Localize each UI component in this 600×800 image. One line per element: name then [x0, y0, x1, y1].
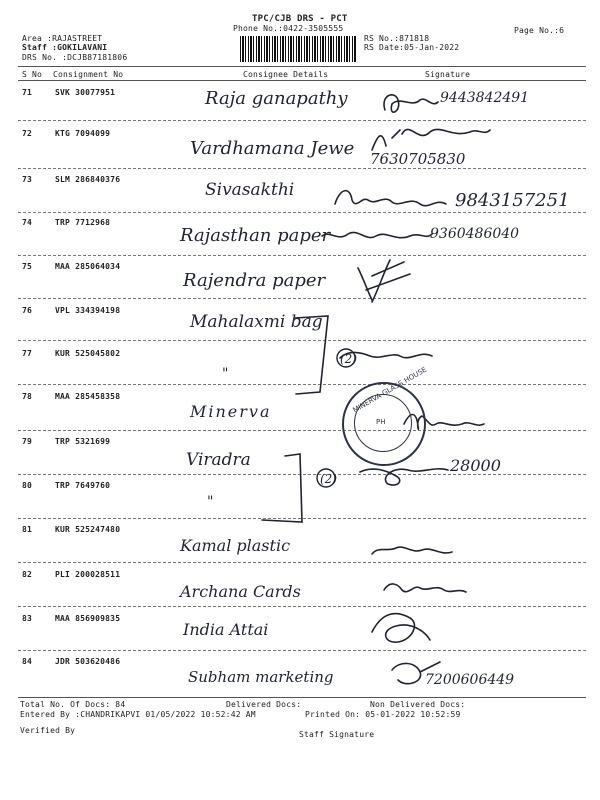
circle-mark-80 — [317, 469, 335, 487]
row-consignment: VPL 334394198 — [55, 306, 121, 315]
total-docs: Total No. Of Docs: 84 — [20, 700, 126, 709]
col-consignee: Consignee Details — [243, 70, 329, 79]
delivered-docs: Delivered Docs: — [226, 700, 302, 709]
row-consignee: Rajasthan paper — [180, 225, 331, 246]
row-phone-note: 9443842491 — [440, 90, 530, 106]
row-consignment: TRP 7649760 — [55, 481, 111, 490]
row-consignee: Viradra — [186, 450, 251, 470]
row-consignment: SVK 30077951 — [55, 88, 116, 97]
signature-row-73 — [335, 191, 446, 206]
row-note: (2) — [320, 472, 337, 486]
row-consignee: " — [207, 494, 214, 510]
row-consignment: MAA 285064034 — [55, 262, 121, 271]
drs-number: DRS No. :DCJB87181806 — [22, 53, 128, 62]
signature-row-82 — [384, 584, 466, 592]
page-number: Page No.:6 — [514, 26, 565, 35]
row-sno: 82 — [22, 570, 33, 579]
signature-row-72 — [372, 129, 490, 150]
signature-row-83 — [372, 614, 430, 643]
row-consignee: Subham marketing — [188, 668, 334, 686]
row-consignee: Kamal plastic — [180, 536, 291, 555]
signature-row-74 — [322, 232, 432, 237]
row-sno: 83 — [22, 614, 33, 623]
row-sno: 84 — [22, 657, 33, 666]
printed-on: Printed On: 05-01-2022 10:52:59 — [305, 710, 461, 719]
rs-date: RS Date:05-Jan-2022 — [364, 43, 460, 52]
row-consignee: Minerva — [190, 402, 272, 421]
entered-by: Entered By :CHANDRIKAPVI 01/05/2022 10:52:42 AM — [20, 710, 256, 719]
stamp-center: PH — [376, 418, 386, 426]
row-sno: 71 — [22, 88, 33, 97]
row-consignee: Rajendra paper — [183, 270, 326, 291]
non-delivered-docs: Non Delivered Docs: — [370, 700, 466, 709]
phone-number: Phone No.:0422-3505555 — [233, 24, 344, 33]
col-signature: Signature — [425, 70, 471, 79]
row-consignee: Raja ganapathy — [205, 88, 348, 109]
row-sno: 80 — [22, 481, 33, 490]
stamp-text: MINERVA GLASS HOUSE — [351, 365, 429, 415]
row-consignee: " — [222, 366, 229, 382]
row-sno: 73 — [22, 175, 33, 184]
row-sno: 74 — [22, 218, 33, 227]
staff-field: Staff :GOKILAVANI — [22, 43, 108, 52]
row-sno: 77 — [22, 349, 33, 358]
area-field: Area :RAJASTREET — [22, 34, 103, 43]
signature-row-75 — [358, 260, 410, 302]
footer-rule — [18, 697, 586, 698]
row-note: (2) — [340, 352, 357, 366]
row-consignment: KTG 7094099 — [55, 129, 111, 138]
row-consignee: Vardhamana Jewe — [190, 138, 355, 159]
signature-row-71 — [384, 95, 438, 112]
company-stamp — [342, 365, 429, 466]
col-consignment: Consignment No — [53, 70, 124, 79]
row-sno: 79 — [22, 437, 33, 446]
row-phone-note: 9360486040 — [430, 226, 520, 242]
bracket-76-77 — [295, 316, 328, 394]
row-consignee: Sivasakthi — [205, 180, 295, 200]
row-consignment: MAA 856909835 — [55, 614, 121, 623]
staff-signature: Staff Signature — [299, 730, 375, 739]
row-phone-note: 7630705830 — [370, 150, 466, 168]
row-consignment: KUR 525247480 — [55, 525, 121, 534]
row-sno: 78 — [22, 392, 33, 401]
rs-number: RS No.:871818 — [364, 34, 430, 43]
row-sno: 81 — [22, 525, 33, 534]
signature-row-84 — [392, 662, 440, 684]
row-phone-note: 9843157251 — [455, 190, 570, 211]
row-consignee: Archana Cards — [180, 582, 301, 601]
row-consignment: PLI 200028511 — [55, 570, 121, 579]
row-consignee: India Attai — [183, 620, 269, 639]
row-sno: 72 — [22, 129, 33, 138]
row-note: 28000 — [450, 456, 501, 475]
row-consignment: KUR 525045802 — [55, 349, 121, 358]
row-sno: 76 — [22, 306, 33, 315]
verified-by: Verified By — [20, 726, 76, 735]
bracket-79-80 — [262, 454, 302, 522]
row-consignment: TRP 7712968 — [55, 218, 111, 227]
row-phone-note: 7200606449 — [425, 672, 515, 688]
document-title: TPC/CJB DRS - PCT — [252, 14, 348, 24]
signature-row-81 — [372, 547, 452, 554]
row-consignment: MAA 285458358 — [55, 392, 121, 401]
row-sno: 75 — [22, 262, 33, 271]
col-sno: S No — [22, 70, 43, 79]
row-consignment: TRP 5321699 — [55, 437, 111, 446]
signature-row-79 — [360, 469, 448, 485]
row-consignee: Mahalaxmi bag — [190, 312, 323, 332]
row-consignment: JDR 503620486 — [55, 657, 121, 666]
row-consignment: SLM 286840376 — [55, 175, 121, 184]
